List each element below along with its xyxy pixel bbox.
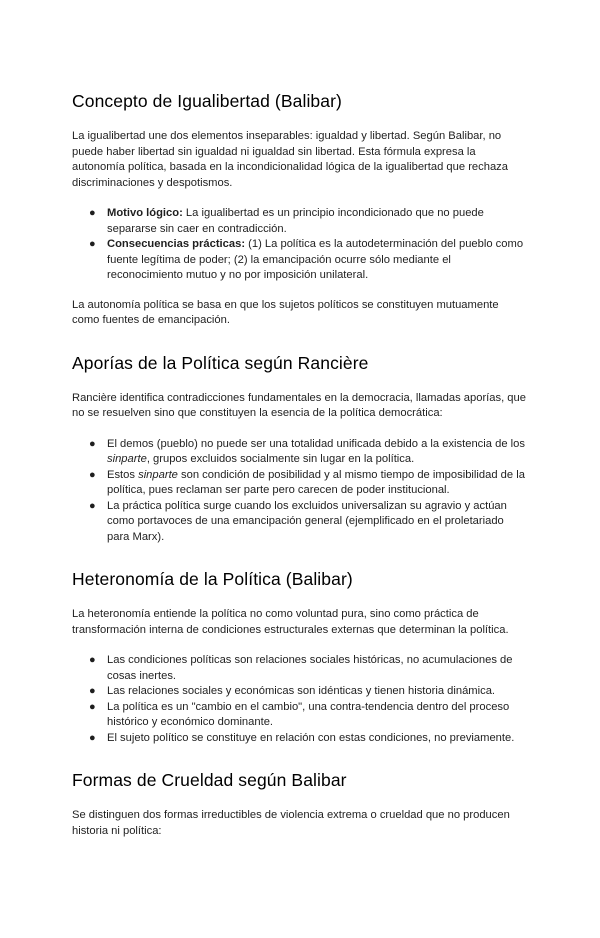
list-item-text: El sujeto político se constituye en relación con estas condiciones, no previamente. — [107, 731, 515, 744]
list-item — [72, 437, 528, 468]
list-item-text: La política es un "cambio en el cambio", una contra-tendencia dentro del proceso histórico y económico dominante. — [107, 700, 510, 728]
list-item — [72, 206, 528, 237]
list-item — [72, 700, 528, 731]
list-item-text: La práctica política surge cuando los excluidos universalizan su agravio y actúan como portavoces de una emancipación general (ejemplificado en el proletariado para Marx). — [107, 499, 507, 543]
list-item-text: son condición de posibilidad y al mismo tiempo de imposibilidad de la política, pues reclaman ser parte pero carecen de poder institucional. — [107, 468, 525, 496]
list-item-emphasis: sinparte — [107, 453, 147, 465]
list-item-text: Las relaciones sociales y económicas son idénticas y tienen historia dinámica. — [107, 685, 496, 697]
bullet-list-aporias — [72, 437, 528, 546]
list-item — [72, 468, 528, 499]
section-title-igualibertad: Concepto de Igualibertad (Balibar) — [72, 91, 342, 111]
section-title-heteronomia: Heteronomía de la Política (Balibar) — [72, 569, 353, 589]
list-item — [72, 684, 528, 700]
section-intro-aporias: Rancière identifica contradicciones fundamentales en la democracia, llamadas aporías, que no se resuelven sino que constituyen la esencia de la política democrática: — [72, 391, 526, 419]
list-item-emphasis: sinparte — [138, 468, 178, 481]
section-intro-crueldad: Se distinguen dos formas irreductibles de violencia extrema o crueldad que no producen historia ni política: — [72, 809, 510, 837]
bullet-icon: ● — [89, 731, 96, 744]
bullet-icon: ● — [89, 207, 96, 219]
section-outro-igualibertad: La autonomía política se basa en que los sujetos políticos se constituyen mutuamente como fuentes de emancipación. — [72, 298, 499, 326]
list-item — [72, 653, 528, 684]
bullet-icon: ● — [89, 238, 96, 250]
list-item-text: (1) La política es la autodeterminación del pueblo como fuente legítima de poder; (2) la emancipación ocurre sólo mediante el reconocimiento mutuo y no por imposición unilateral. — [107, 238, 524, 281]
section-title-aporias: Aporías de la Política según Rancière — [72, 352, 369, 373]
list-item — [72, 731, 528, 747]
list-item-text: Las condiciones políticas son relaciones sociales históricas, no acumulaciones de cosas inertes. — [107, 654, 513, 682]
list-item-text: Estos — [107, 468, 139, 481]
bullet-icon: ● — [89, 499, 96, 512]
list-item-bold: Consecuencias prácticas: — [107, 238, 246, 250]
bullet-icon: ● — [89, 437, 96, 450]
list-item-text: , grupos excluidos socialmente sin lugar en la política. — [146, 453, 415, 465]
section-title-crueldad: Formas de Crueldad según Balibar — [72, 770, 347, 790]
bullet-icon: ● — [89, 685, 96, 697]
bullet-list-heteronomia — [72, 653, 528, 746]
bullet-icon: ● — [89, 654, 96, 666]
bullet-list-igualibertad — [72, 206, 528, 284]
list-item-text: La igualibertad es un principio incondicionado que no puede separarse sin caer en contradicción. — [107, 207, 484, 235]
bullet-icon: ● — [89, 700, 96, 713]
list-item-text: El demos (pueblo) no puede ser una totalidad unificada debido a la existencia de los — [107, 437, 525, 450]
section-intro-heteronomia: La heteronomía entiende la política no como voluntad pura, sino como práctica de transformación interna de condiciones estructurales externas que determinan la política. — [72, 608, 509, 636]
list-item — [72, 237, 528, 284]
bullet-icon: ● — [89, 468, 96, 481]
section-intro-igualibertad: La igualibertad une dos elementos inseparables: igualdad y libertad. Según Balibar, no puede haber libertad sin igualdad ni igualdad sin libertad. Esta fórmula expresa la autonomía política, basada en la incondicionalidad lógica de la igualibertad que rechaza discriminaciones y despotismos. — [72, 130, 508, 189]
document-page — [0, 90, 600, 938]
list-item-bold: Motivo lógico: — [107, 207, 183, 219]
list-item — [72, 499, 528, 546]
